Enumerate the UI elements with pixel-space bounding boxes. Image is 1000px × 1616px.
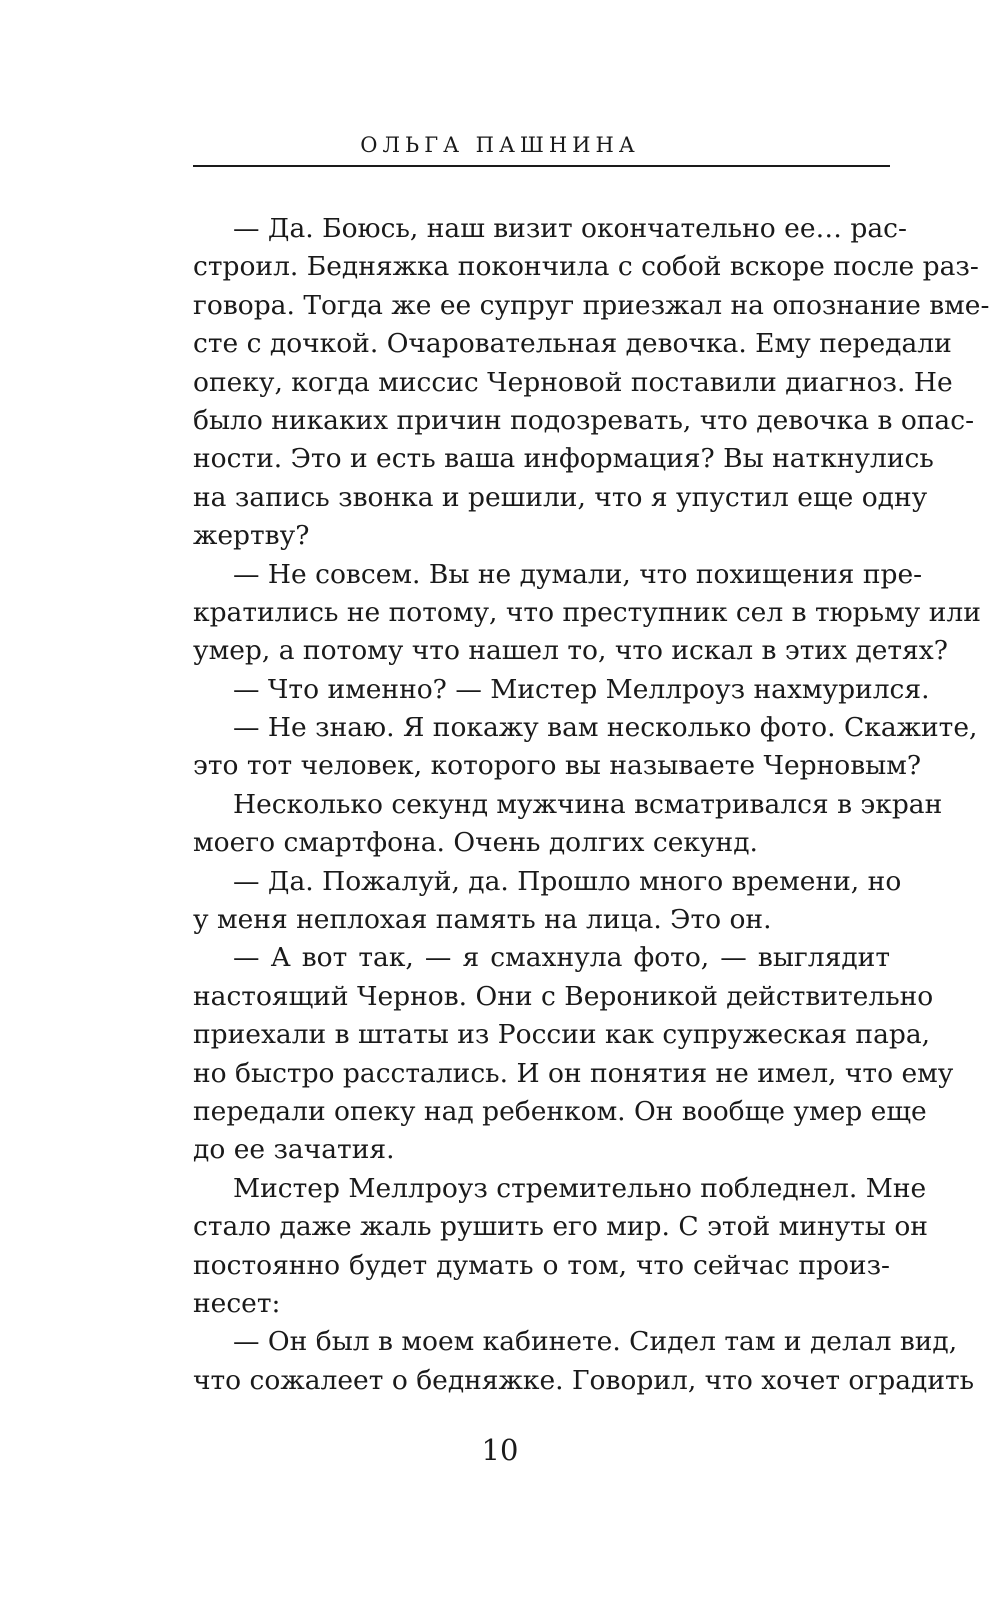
text-line: — Не совсем. Вы не думали, что похищения пре-	[233, 558, 923, 590]
body-text	[193, 210, 990, 1400]
text-line: — Он был в моем кабинете. Сидел там и делал вид,	[233, 1326, 958, 1358]
text-line: настоящий Чернов. Они с Вероникой действительно	[193, 980, 934, 1012]
text-line: приехали в штаты из России как супружеская пара,	[193, 1019, 931, 1051]
running-head-author: ОЛЬГА ПАШНИНА	[360, 133, 640, 157]
text-line: у меня неплохая память на лица. Это он.	[193, 904, 772, 936]
text-line: до ее зачатия.	[193, 1134, 395, 1166]
text-line: строил. Бедняжка покончила с собой вскоре после раз-	[193, 251, 979, 283]
text-line: умер, а потому что нашел то, что искал в этих детях?	[193, 635, 948, 667]
text-line: несет:	[193, 1287, 281, 1319]
text-line: опеку, когда миссис Черновой поставили диагноз. Не	[193, 366, 953, 398]
text-line: моего смартфона. Очень долгих секунд.	[193, 827, 758, 859]
text-line: Несколько секунд мужчина всматривался в экран	[233, 788, 943, 820]
text-line: сте с дочкой. Очаровательная девочка. Ему передали	[193, 328, 952, 360]
text-line: передали опеку над ребенком. Он вообще умер еще	[193, 1095, 927, 1127]
text-line: говора. Тогда же ее супруг приезжал на опознание вме-	[193, 289, 990, 321]
header-rule	[193, 165, 890, 167]
text-line: что сожалеет о бедняжке. Говорил, что хочет оградить	[193, 1364, 975, 1396]
text-line: — Не знаю. Я покажу вам несколько фото. Скажите,	[233, 712, 978, 744]
text-line: на запись звонка и решили, что я упустил еще одну	[193, 481, 928, 513]
text-line: — А вот так, — я смахнула фото, — выглядит	[233, 942, 890, 974]
page-number: 10	[481, 1433, 519, 1467]
text-line: — Да. Пожалуй, да. Прошло много времени, но	[233, 865, 902, 897]
text-line: жертву?	[193, 520, 310, 552]
text-line: постоянно будет думать о том, что сейчас произ-	[193, 1249, 890, 1281]
text-line: — Да. Боюсь, наш визит окончательно ее… рас-	[233, 213, 907, 244]
text-line: это тот человек, которого вы называете Черновым?	[193, 750, 922, 782]
text-line: было никаких причин подозревать, что девочка в опас-	[193, 404, 975, 436]
text-line: но быстро расстались. И он понятия не имел, что ему	[193, 1057, 954, 1089]
text-line: стало даже жаль рушить его мир. С этой минуты он	[193, 1211, 928, 1243]
text-line: Мистер Меллроуз стремительно побледнел. Мне	[233, 1172, 927, 1204]
text-line: кратились не потому, что преступник сел в тюрьму или	[193, 596, 981, 628]
text-line: ности. Это и есть ваша информация? Вы наткнулись	[193, 443, 934, 475]
text-line: — Что именно? — Мистер Меллроуз нахмурился.	[233, 673, 930, 705]
